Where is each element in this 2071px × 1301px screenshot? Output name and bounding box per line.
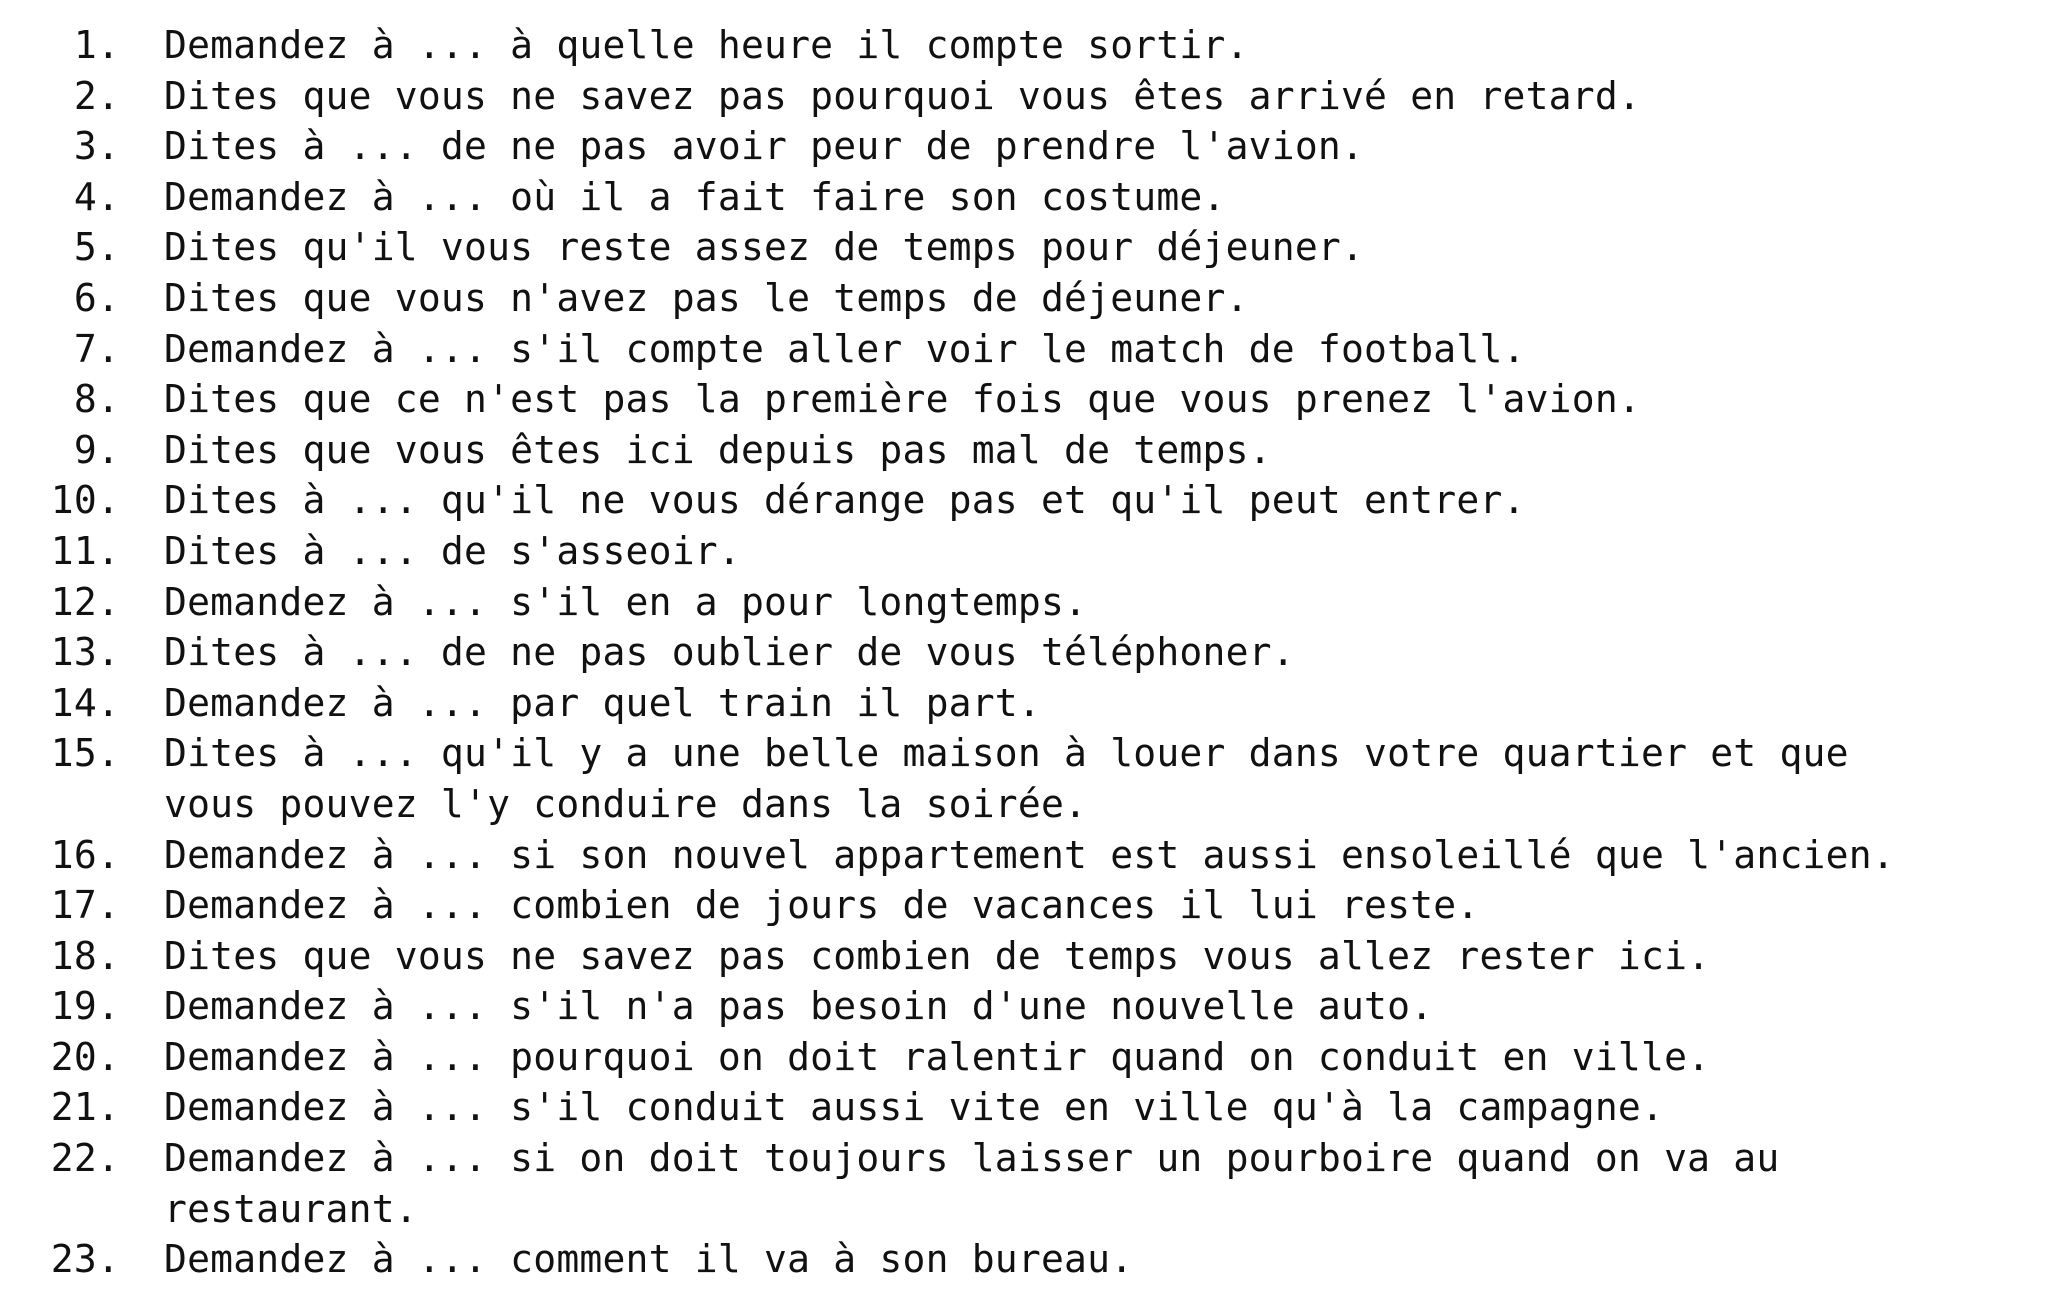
list-item-18: [28, 931, 2048, 982]
item-number: 3.: [73, 124, 120, 169]
item-text: Dites que vous êtes ici depuis pas mal de temps.: [164, 427, 1272, 472]
item-number: 9.: [73, 427, 120, 472]
item-number: 4.: [73, 174, 120, 219]
list-item-16: [28, 830, 2048, 881]
list-item-14: [28, 678, 2048, 729]
item-text: Dites à ... de s'asseoir.: [164, 528, 741, 573]
item-number: 7.: [73, 326, 120, 371]
item-text: Dites que vous n'avez pas le temps de déjeuner.: [164, 275, 1249, 320]
list-item-11: [28, 526, 2048, 577]
item-number: 2.: [73, 73, 120, 118]
list-item-20: [28, 1032, 2048, 1083]
item-number: 11.: [50, 528, 120, 573]
item-number: 15.: [50, 731, 120, 776]
item-text: Demandez à ... à quelle heure il compte sortir.: [164, 23, 1249, 67]
item-number: 18.: [50, 933, 120, 978]
list-item-23: [28, 1234, 2048, 1285]
list-item-6: [28, 273, 2048, 324]
item-text: Dites qu'il vous reste assez de temps pour déjeuner.: [164, 225, 1365, 270]
item-number: 19.: [50, 984, 120, 1029]
item-number: 5.: [73, 225, 120, 270]
item-number: 6.: [73, 275, 120, 320]
item-text: Demandez à ... où il a fait faire son costume.: [164, 174, 1226, 219]
list-item-12: [28, 577, 2048, 628]
item-number: 23.: [50, 1237, 120, 1282]
list-item-10: [28, 475, 2048, 526]
list-item-9: [28, 425, 2048, 476]
item-text: Demandez à ... si son nouvel appartement est aussi ensoleillé que l'ancien.: [164, 832, 1895, 877]
item-number: 22.: [50, 1136, 120, 1181]
item-number: 17.: [50, 883, 120, 928]
list-item-4: [28, 172, 2048, 223]
item-text: Demandez à ... s'il en a pour longtemps.: [164, 579, 1088, 624]
exercise-list: [28, 20, 2048, 1285]
list-item-22: [28, 1133, 2048, 1234]
item-text: Dites que vous ne savez pas pourquoi vous êtes arrivé en retard.: [164, 73, 1641, 118]
item-text: Dites que ce n'est pas la première fois que vous prenez l'avion.: [164, 377, 1641, 422]
list-item-1: [28, 20, 2048, 71]
item-text: Demandez à ... s'il n'a pas besoin d'une nouvelle auto.: [164, 984, 1434, 1029]
item-number: 8.: [73, 377, 120, 422]
list-item-5: [28, 222, 2048, 273]
item-text: Demandez à ... pourquoi on doit ralentir quand on conduit en ville.: [164, 1034, 1711, 1079]
item-text: Demandez à ... par quel train il part.: [164, 680, 1041, 725]
list-item-21: [28, 1082, 2048, 1133]
list-item-2: [28, 71, 2048, 122]
item-number: 12.: [50, 579, 120, 624]
item-text: Dites à ... de ne pas oublier de vous téléphoner.: [164, 630, 1295, 675]
item-number: 21.: [50, 1085, 120, 1130]
list-item-17: [28, 880, 2048, 931]
item-text: Demandez à ... si on doit toujours laisser un pourboire quand on va au restaurant.: [164, 1136, 1780, 1231]
item-text: Dites que vous ne savez pas combien de temps vous allez rester ici.: [164, 933, 1711, 978]
item-number: 20.: [50, 1034, 120, 1079]
list-item-8: [28, 374, 2048, 425]
item-number: 14.: [50, 680, 120, 725]
item-text: Dites à ... de ne pas avoir peur de prendre l'avion.: [164, 124, 1365, 169]
item-number: 13.: [50, 630, 120, 675]
list-item-13: [28, 627, 2048, 678]
list-item-3: [28, 121, 2048, 172]
list-item-7: [28, 324, 2048, 375]
item-number: 10.: [50, 478, 120, 523]
list-item-15: [28, 728, 2048, 829]
list-item-19: [28, 981, 2048, 1032]
item-text: Demandez à ... s'il conduit aussi vite en ville qu'à la campagne.: [164, 1085, 1665, 1130]
item-text: Dites à ... qu'il ne vous dérange pas et qu'il peut entrer.: [164, 478, 1526, 523]
item-number: 1.: [73, 23, 120, 67]
item-number: 16.: [50, 832, 120, 877]
item-text: Demandez à ... comment il va à son bureau.: [164, 1237, 1134, 1282]
item-text: Dites à ... qu'il y a une belle maison à louer dans votre quartier et que vous pouvez l'y conduire dans la soirée.: [164, 731, 1849, 826]
item-text: Demandez à ... combien de jours de vacances il lui reste.: [164, 883, 1480, 928]
item-text: Demandez à ... s'il compte aller voir le match de football.: [164, 326, 1526, 371]
